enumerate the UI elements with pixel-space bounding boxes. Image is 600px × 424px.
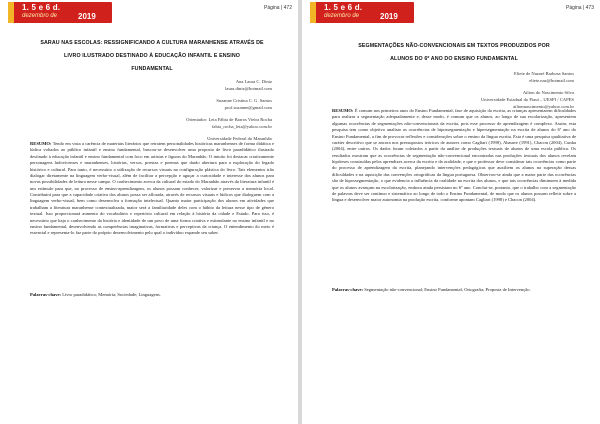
title-line: SARAU NAS ESCOLAS: RESSIGNIFICANDO A CULTURA MARANHENSE ATRAVÉS DE <box>40 40 264 46</box>
abstract-label: RESUMO: <box>332 108 354 113</box>
page-header <box>0 0 298 26</box>
banner-stripe <box>8 2 14 23</box>
author-name: Ailton do Nascimento Silva <box>522 90 574 95</box>
abstract <box>332 108 576 204</box>
author-email: laura.diniz@hotmail.com <box>225 86 272 91</box>
author-email: eliete.naz@hotmail.com <box>529 78 574 83</box>
advisor-name: Orientador: Leia Fábia de Barros Vieira Rocha <box>186 117 272 122</box>
event-banner <box>310 2 414 23</box>
abstract <box>30 141 274 237</box>
page-header <box>302 0 600 26</box>
title-line: SEGMENTAÇÕES NÃO-CONVENCIONAIS EM TEXTOS PRODUZIDOS POR <box>358 43 550 49</box>
page-number: Página | 472 <box>264 5 292 11</box>
event-banner <box>8 2 112 23</box>
author-name: Ana Laura C. Diniz <box>235 79 272 84</box>
keywords <box>332 287 576 293</box>
title-line: ALUNOS DO 6º ANO DO ENSINO FUNDAMENTAL <box>390 56 518 62</box>
institution: Universidade Federal do Maranhão <box>207 136 272 141</box>
keywords <box>30 292 274 298</box>
author-block <box>481 70 574 110</box>
paper-title <box>30 37 274 76</box>
keywords-label: Palavras-chave: <box>332 287 364 292</box>
page-number: Página | 473 <box>566 5 594 11</box>
abstract-label: RESUMO: <box>30 141 52 146</box>
abstract-text: Tendo em vista a carência de materiais literários que retratem personalidades históricas maranhenses de forma didática e lúdica voltados ao público infantil e ensino fundamental, buscou-se desenvolver uma proposta de livro paradidático ilustrado destinado à educação infantil e ensino fundamental com foco em artistas e figuras do Maranhão. O intuito foi destacar criativamente personagens ludovicenses e maranhenses, histórias, versos, poesias e poemas que darão abertura para a exploração do legado histórico e cultural. Para tanto, é necessário a utilização de recursos visuais na configuração plástica do livro. Tais elementos irão dialogar diretamente na linguagem verbo-visual, além de facilitar a percepção e aguçar a curiosidade e interesse dos alunos para novas possibilidades de leitura nesse campo. O conhecimento acerca da cultural do estado do Maranhão através da literatura infantil é um estímulo para que, no processo de ensino-aprendizagem, os alunos possam conhecer, valorizar e preservar a memória local. Contribuirá para que a capacidade criativa dos alunos possa ser aflorada, através de recursos visuais e lúdicos que dialoguem com a linguagem verbo-visual, bem como desenvolva a formação intelectual. Quanto maior participação dos alunos em atividades que trabalham a literatura maranhense contextualizada, maior será a familiaridade deles com o hábito da leitura nesse tipo de gênero textual. Isso proporcionará aumento do vocabulário e repertório cultural em relação à história da cidade e Estado. Para isso, é necessário que haja o conhecimento da história e identidade de um povo de uma forma criativa e estimulante no ensino infantil e no ensino fundamental, desenvolvendo as competências imaginativas, formativas e perceptivas da criança. O entendimento do meio é essencial e representa-lo faz parte do próprio desenvolvimento pelo qual o indivíduo expande seu saber. <box>30 141 274 236</box>
document-page-right <box>302 0 600 424</box>
banner-date: dezembro de <box>324 13 360 19</box>
keywords-label: Palavras-chave: <box>30 292 62 297</box>
title-line: FUNDAMENTAL <box>131 66 173 72</box>
author-affiliation: Universidade Estadual do Piauí – UESPI / CAPES <box>480 97 574 102</box>
banner-edition: 1. 5 e 6 d. <box>324 3 363 12</box>
banner-stripe <box>310 2 316 23</box>
author-block <box>186 78 272 142</box>
keywords-text: Segmentação não-convencional; Ensino Fundamental; Ortografia; Proposta de Intervenção. <box>364 287 531 292</box>
banner-year: 2019 <box>78 12 96 21</box>
advisor-email: fabia_rocha_leia@yahoo.com.br <box>211 124 272 129</box>
title-line: LIVRO ILUSTRADO DESTINADO À EDUCAÇÃO INFANTIL E ENSINO <box>64 53 240 59</box>
banner-date: dezembro de <box>22 13 58 19</box>
keywords-text: Livro paradidático; Memória; Sociedade; Linguagens. <box>62 292 161 297</box>
author-email: ailtonnascimento@yahoo.com.br <box>513 104 574 109</box>
author-email: prof.suzanne@gmail.com <box>224 105 272 110</box>
author-name: Suzanne Cristina C. G. Santos <box>216 98 272 103</box>
abstract-text: É comum nos primeiros anos do Ensino Fundamental, fase de aquisição da escrita, as crianças apresentarem dificuldades para realizar a segmentação adequadamente e, desse modo, é comum que os alunos, ao longo de sua escolarização, apresentem algumas ocorrências de segmentações não-convencionais da escrita, pois esse processo de aprendizagem é complexo. Assim, esta pesquisa tem como objetivo analisar as ocorrências de hipossegmentação e hipersegmentação na escrita de alunos do 6º ano do Ensino Fundamental, a fim de provocar reflexões e considerações sobre o ensino da língua escrita. Esta é uma pesquisa qualitativa de caráter descritivo que se ancora nos pressupostos teóricos de autores como Cagliari (1998), Abaurre (1991), Chacon (2004), Cunha (2004), entre outros. Os dados foram coletados a partir da análise de produções textuais de alunos de uma escola pública. Os resultados mostram que as ocorrências de segmentação não-convencional encontradas nas produções textuais dos alunos revelam hipóteses construídas pelos aprendizes acerca da escrita e da oralidade, e que o professor deve considerar tais ocorrências como parte do processo de aprendizagem da escrita, planejando intervenções pedagógicas que auxiliem os alunos na superação dessas dificuldades e na aquisição das convenções ortográficas da língua portuguesa. Observou-se ainda que a maior parte das ocorrências são de hipossegmentação, o que evidencia a influência da oralidade na escrita dos alunos, e que tais ocorrências diminuem à medida que os alunos avançam na escolarização, embora ainda persistam no 6º ano. Conclui-se, portanto, que o trabalho com a segmentação de palavras deve ser contínuo e sistemático ao longo de todo o Ensino Fundamental, de modo que os alunos possam refletir sobre a língua e desenvolver maior autonomia na produção escrita, conforme apontam Cagliari (1998) e Chacon (2004). <box>332 108 577 203</box>
author-name: Eliete de Nazaré Barbosa Santos <box>514 71 574 76</box>
paper-title <box>332 40 576 66</box>
banner-year: 2019 <box>380 12 398 21</box>
document-page-left <box>0 0 298 424</box>
banner-edition: 1. 5 e 6 d. <box>22 3 61 12</box>
